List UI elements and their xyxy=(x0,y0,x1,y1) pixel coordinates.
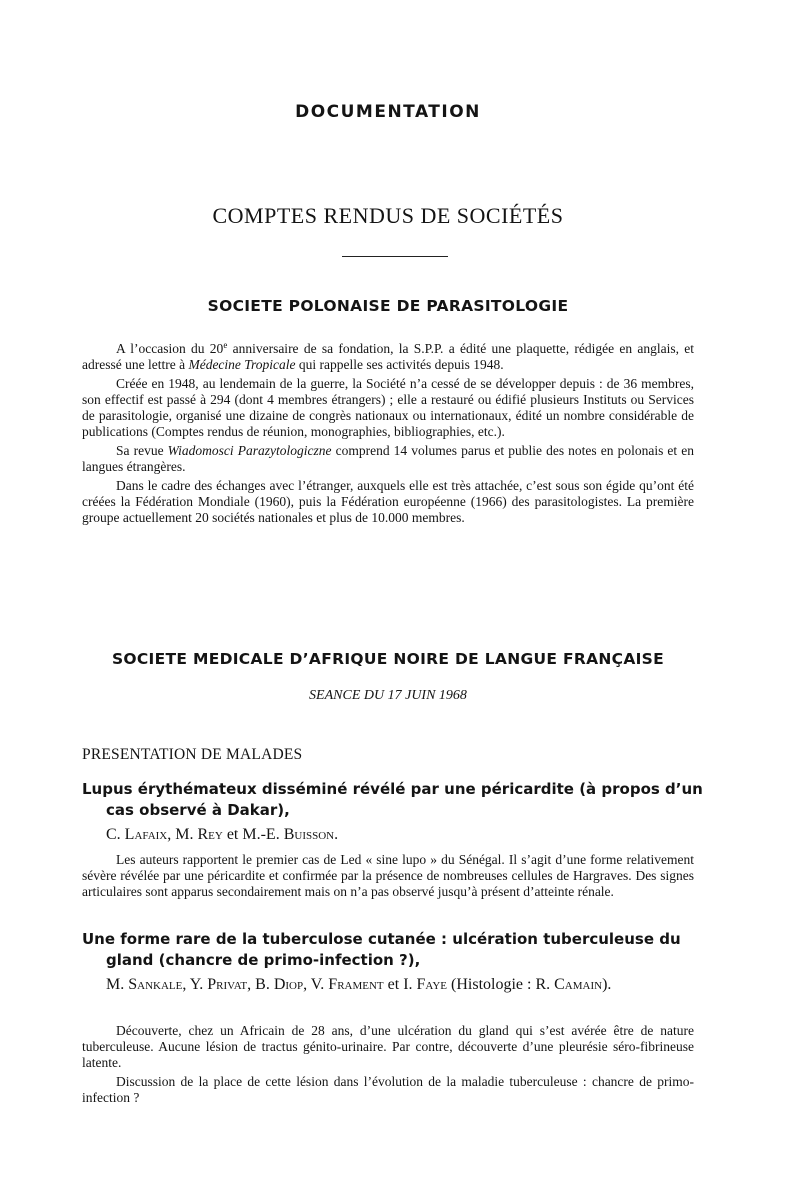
case2-authors: M. Sankale, Y. Privat, B. Diop, V. Frament et I. Faye (Histologie : R. Camain). xyxy=(106,976,612,993)
session-date: SEANCE DU 17 JUIN 1968 xyxy=(309,688,467,703)
case1-body xyxy=(82,852,694,900)
spp-body xyxy=(82,337,694,526)
case2-paragraph-1: Découverte, chez un Africain de 28 ans, d’une ulcération du gland qui s’est avérée être de nature tuberculeuse. Aucune lésion de tractus génito-urinaire. Par contre, découverte d’une pleurésie séro-fibrineuse latente. xyxy=(82,1023,694,1070)
spp-paragraph-2: Créée en 1948, au lendemain de la guerre, la Société n’a cessé de se développer depuis : de 36 membres, son effectif est passé à 294 (dont 4 membres étrangers) ; elle a restauré ou édifié plusieurs Instituts ou Services de parasitologie, organisé une dizaine de congrès nationaux ou internationaux, édité un nombre considérable de publications (Comptes rendus de réunion, monographies, bibliographies, etc.). xyxy=(82,376,694,439)
smanlf-heading: SOCIETE MEDICALE D’AFRIQUE NOIRE DE LANGUE FRANÇAISE xyxy=(111,650,665,668)
spp-heading: SOCIETE POLONAISE DE PARASITOLOGIE xyxy=(207,297,569,315)
case1-title: Lupus érythémateux disséminé révélé par une péricardite (à propos d’un cas observé à Dakar), xyxy=(82,780,703,819)
case1-authors: C. Lafaix, M. Rey et M.-E. Buisson. xyxy=(106,826,339,843)
case1-paragraph: Les auteurs rapportent le premier cas de Led « sine lupo » du Sénégal. Il s’agit d’une forme relativement sévère révélée par une péricardite et confirmée par la présence de nombreuses cellules de Hargraves. Des signes articulaires sont apparus secondairement mais on n’a pas observé jusqu’à présent d’atteinte rénale. xyxy=(82,852,694,899)
presentation-subheading: PRESENTATION DE MALADES xyxy=(82,746,303,763)
spp-paragraph-3: Sa revue Wiadomosci Parazytologiczne comprend 14 volumes parus et publie des notes en polonais et en langues étrangères. xyxy=(82,443,695,474)
section-kicker: DOCUMENTATION xyxy=(295,102,481,122)
spp-paragraph-4: Dans le cadre des échanges avec l’étranger, auxquels elle est très attachée, c’est sous son égide qu’ont été créées la Fédération Mondiale (1960), puis la Fédération européenne (1966) des parasitologistes. La première groupe actuellement 20 sociétés nationales et plus de 10.000 membres. xyxy=(82,478,694,525)
case2-body xyxy=(82,1023,694,1106)
page-title: COMPTES RENDUS DE SOCIÉTÉS xyxy=(212,203,564,228)
case2-paragraph-2: Discussion de la place de cette lésion dans l’évolution de la maladie tuberculeuse : chancre de primo-infection ? xyxy=(82,1074,694,1105)
spp-paragraph-1: A l’occasion du 20e anniversaire de sa fondation, la S.P.P. a édité une plaquette, rédigée en anglais, et adressé une lettre à Médecine Tropicale qui rappelle ses activités depuis 1948. xyxy=(82,340,695,372)
case2-title: Une forme rare de la tuberculose cutanée : ulcération tuberculeuse du gland (chancre de primo-infection ?), xyxy=(82,930,681,969)
title-rule xyxy=(342,256,448,257)
